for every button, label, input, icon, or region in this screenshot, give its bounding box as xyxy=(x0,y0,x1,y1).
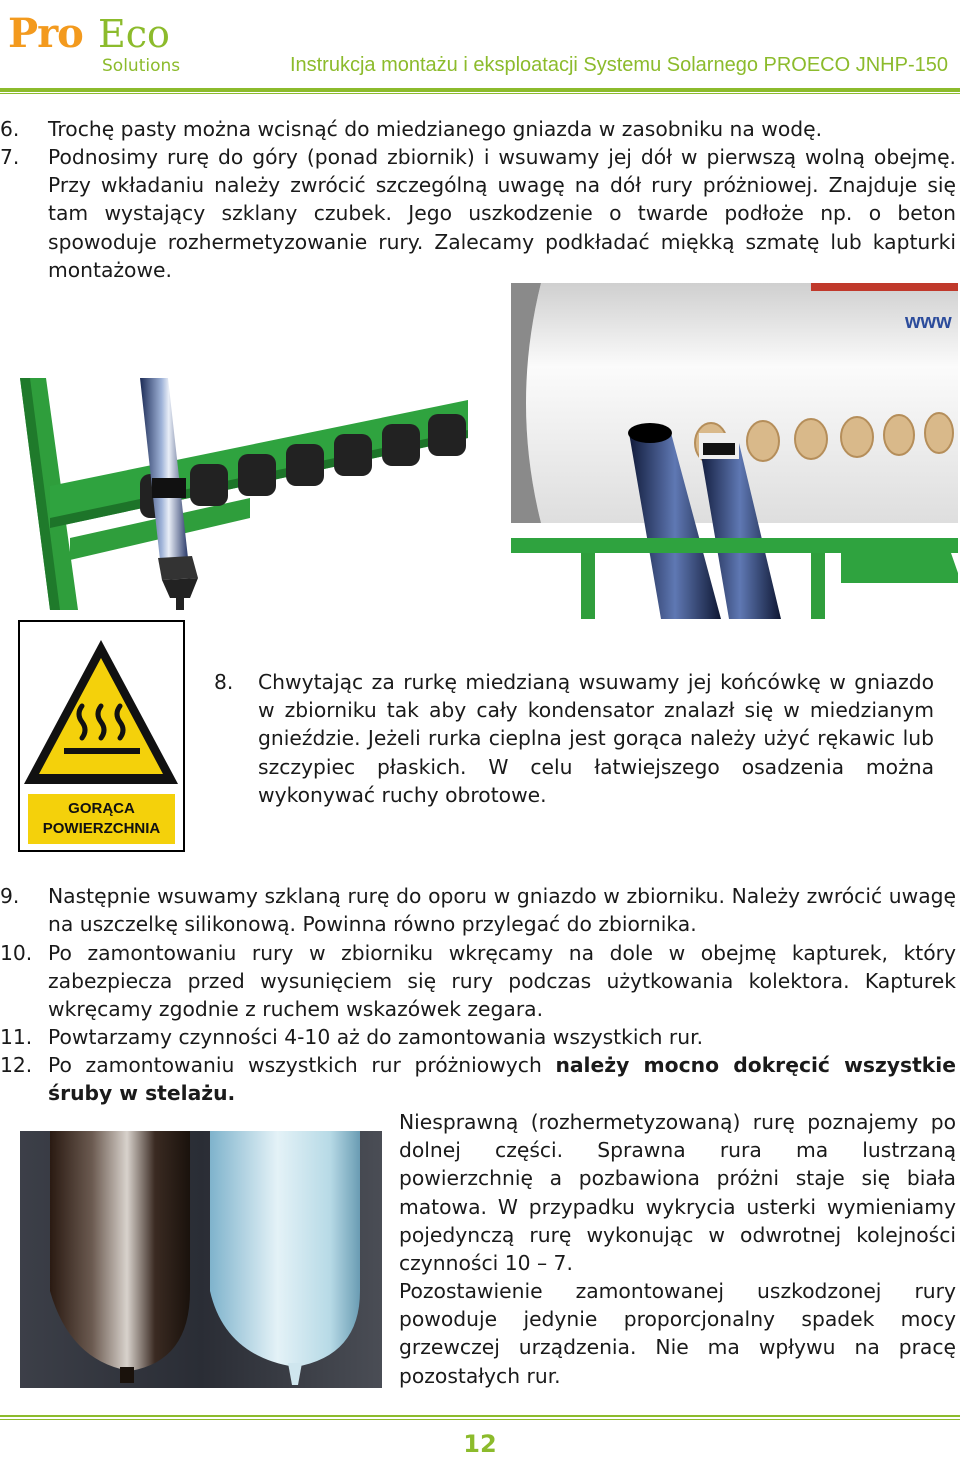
tank-www-text: www xyxy=(905,311,952,333)
step-9-number: 9. xyxy=(0,884,20,908)
page-number: 12 xyxy=(463,1430,497,1458)
logo-pro-text: Pro xyxy=(8,10,83,57)
footer-divider xyxy=(0,1415,960,1417)
step-11-text: Powtarzamy czynności 4-10 aż do zamontowania wszystkich rur. xyxy=(48,1025,704,1049)
step-6-text: Trochę pasty można wcisnąć do miedzianego gniazda w zasobniku na wodę. xyxy=(48,117,823,141)
faulty-tube-info: Niesprawną (rozhermetyzowaną) rurę poznajemy po dolnej części. Sprawna rura ma lustrzaną powierzchnię a pozbawiona próżni staje się biała matowa. W przypadku wykrycia usterki wymieniamy pojedynczą rurę wykonując w odwrotnej kolejności czynności 10 – 7. xyxy=(399,1110,956,1276)
warning-sign-line2: POWIERZCHNIA xyxy=(42,820,161,837)
step-12-text xyxy=(48,1051,956,1107)
hot-surface-warning-sign xyxy=(18,620,185,852)
step-12-number: 12. xyxy=(0,1053,33,1077)
step-6-number: 6. xyxy=(0,117,20,141)
header-divider xyxy=(0,88,960,92)
step-10-text: Po zamontowaniu rury w zbiorniku wkręcamy na dole w obejmę kapturek, który zabezpiecza przed wysunięciem się rury podczas użytkowania kolektora. Kapturek wkręcamy zgodnie z ruchem wskazówek zegara. xyxy=(48,941,956,1022)
document-title: Instrukcja montażu i eksploatacji Systemu Solarnego PROECO JNHP-150 xyxy=(289,54,948,76)
faulty-tube-consequence: Pozostawienie zamontowanej uszkodzonej rury powoduje jedynie proporcjonalny spadek mocy grzewczej urządzenia. Nie ma wpływu na pracę pozostałych rur. xyxy=(399,1279,956,1388)
hot-surface-warning-icon xyxy=(20,634,183,794)
tube-comparison-photo xyxy=(20,1131,382,1388)
tank-tubes-photo xyxy=(511,283,958,619)
step-9-text: Następnie wsuwamy szklaną rurę do oporu w gniazdo w zbiorniku. Należy zwrócić uwagę na uszczelkę silikonową. Powinna równo przylegać do zbiornika. xyxy=(48,884,956,937)
frame-clamps-photo xyxy=(20,378,468,610)
header-divider-thin xyxy=(0,93,960,94)
step-10-number: 10. xyxy=(0,941,33,965)
step-8-number: 8. xyxy=(214,670,234,694)
step-7-number: 7. xyxy=(0,145,20,169)
company-logo xyxy=(6,2,206,86)
warning-sign-line1: GORĄCA xyxy=(68,800,135,817)
logo-eco-text: Eco xyxy=(98,12,170,56)
step-7-text: Podnosimy rurę do góry (ponad zbiornik) i wsuwamy jej dół w pierwszą wolną obejmę. Przy wkładaniu należy zwrócić szczególną uwagę na dół rury próżniowej. Znajduje się tam wystający szklany czubek. Jego uszkodzenie o twarde podłoże np. o beton spowoduje rozhermetyzowanie rury. Zalecamy podkładać miękką szmatę lub kapturki montażowe. xyxy=(48,145,956,282)
footer-divider-thin xyxy=(0,1419,960,1420)
logo-solutions-text: Solutions xyxy=(102,56,181,76)
step-12-text-bold: należy mocno dokręcić wszystkie śruby w stelażu. xyxy=(48,1053,956,1106)
step-8-text: Chwytając za rurkę miedzianą wsuwamy jej końcówkę w gniazdo w zbiorniku tak aby cały kondensator znalazł się w miedzianym gnieździe. Jeżeli rurka cieplna jest gorąca należy użyć rękawic lub szczypiec płaskich. W celu łatwiejszego osadzenia można wykonywać ruchy obrotowe. xyxy=(258,670,934,807)
step-11-number: 11. xyxy=(0,1025,33,1049)
step-12-text-plain: Po zamontowaniu wszystkich rur próżniowych xyxy=(48,1053,556,1077)
